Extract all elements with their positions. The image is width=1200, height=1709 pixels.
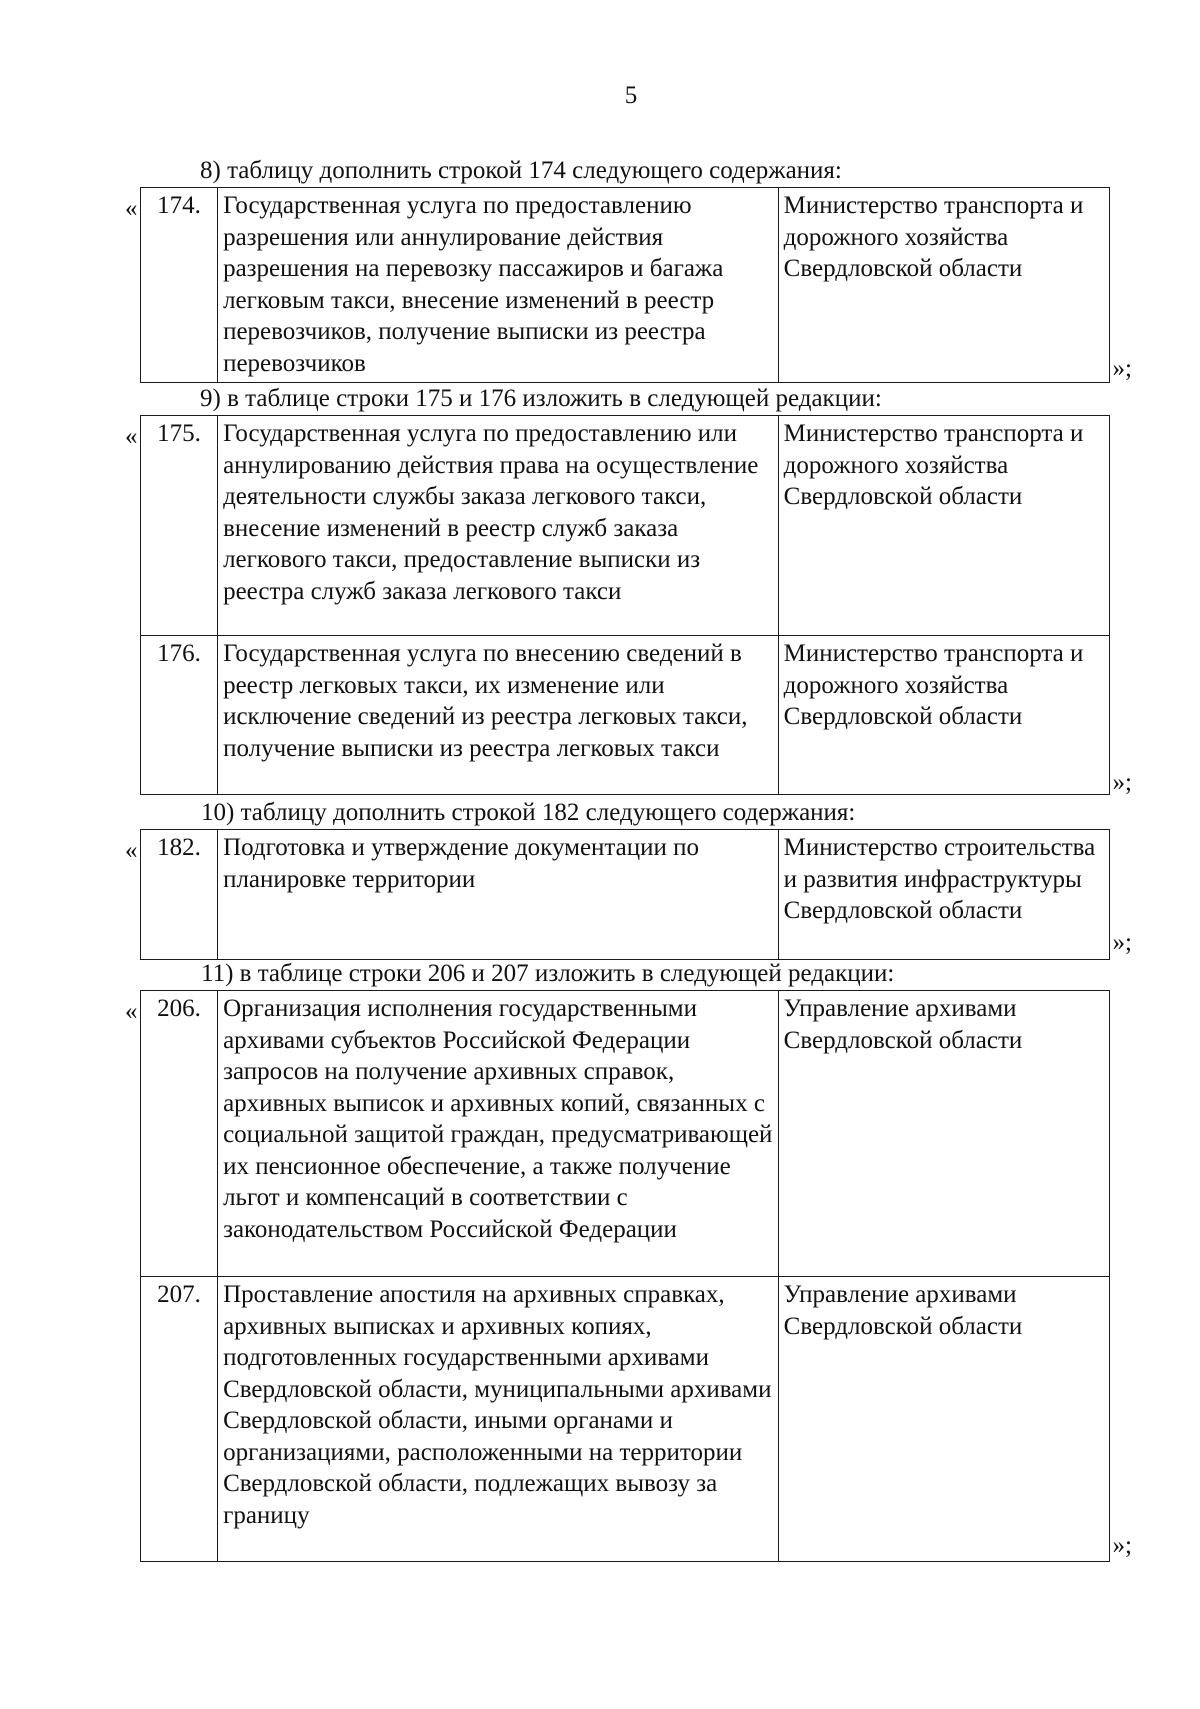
table-row	[141, 416, 1110, 636]
table-row	[141, 991, 1110, 1277]
open-quote: «	[125, 195, 138, 222]
row-number: 174.	[141, 188, 218, 383]
amendment-section-9	[125, 383, 1132, 796]
table-row	[141, 636, 1110, 795]
amendment-section-11	[125, 958, 1132, 1562]
close-quote: »;	[1112, 355, 1132, 382]
authority-cell: Министерство транспорта и дорожного хозяйства Свердловской области	[778, 416, 1109, 636]
amendment-section-8	[125, 155, 1132, 383]
authority-cell: Министерство строительства и развития инфраструктуры Свердловской области	[778, 830, 1109, 960]
authority-cell: Министерство транспорта и дорожного хозяйства Свердловской области	[778, 188, 1109, 383]
authority-cell: Управление архивами Свердловской области	[778, 991, 1109, 1277]
service-cell: Подготовка и утверждение документации по планировке территории	[218, 830, 779, 960]
table-row	[141, 1277, 1110, 1562]
service-cell: Государственная услуга по предоставлению или аннулированию действия права на осуществление деятельности службы заказа легкового такси, внесение изменений в реестр служб заказа легкового такси, предоставление выписки из реестра служб заказа легкового такси	[218, 416, 779, 636]
services-table	[140, 187, 1110, 383]
authority-cell: Управление архивами Свердловской области	[778, 1277, 1109, 1562]
services-table	[140, 990, 1110, 1562]
close-quote: »;	[1112, 929, 1132, 956]
authority-cell: Министерство транспорта и дорожного хозяйства Свердловской области	[778, 636, 1109, 795]
row-number: 176.	[141, 636, 218, 795]
row-number: 175.	[141, 416, 218, 636]
table-row	[141, 830, 1110, 960]
service-cell: Проставление апостиля на архивных справках, архивных выписках и архивных копиях, подготовленных государственными архивами Свердловской области, муниципальными архивами Свердловской области, иными органами и организациями, расположенными на территории Свердловской области, подлежащих вывозу за границу	[218, 1277, 779, 1562]
row-number: 182.	[141, 830, 218, 960]
close-quote: »;	[1112, 769, 1132, 796]
amendment-section-10	[125, 797, 1132, 960]
service-cell: Государственная услуга по предоставлению разрешения или аннулирование действия разрешения на перевозку пассажиров и багажа легковым такси, внесение изменений в реестр перевозчиков, получение выписки из реестра перевозчиков	[218, 188, 779, 383]
service-cell: Государственная услуга по внесению сведений в реестр легковых такси, их изменение или исключение сведений из реестра легковых такси, получение выписки из реестра легковых такси	[218, 636, 779, 795]
open-quote: «	[125, 837, 138, 864]
open-quote: «	[125, 423, 138, 450]
amendment-intro: 9) в таблице строки 175 и 176 изложить в следующей редакции:	[200, 385, 882, 412]
row-number: 207.	[141, 1277, 218, 1562]
service-cell: Организация исполнения государственными архивами субъектов Российской Федерации запросов на получение архивных справок, архивных выписок и архивных копий, связанных с социальной защитой граждан, предусматривающей их пенсионное обеспечение, а также получение льгот и компенсаций в соответствии с законодательством Российской Федерации	[218, 991, 779, 1277]
close-quote: »;	[1112, 1532, 1132, 1559]
amendment-intro: 11) в таблице строки 206 и 207 изложить в следующей редакции:	[201, 960, 895, 987]
amendment-intro: 8) таблицу дополнить строкой 174 следующего содержания:	[200, 157, 842, 184]
services-table	[140, 829, 1110, 960]
amendment-intro: 10) таблицу дополнить строкой 182 следующего содержания:	[201, 799, 856, 826]
open-quote: «	[125, 998, 138, 1025]
services-table	[140, 415, 1110, 795]
page-number: 5	[624, 82, 638, 109]
row-number: 206.	[141, 991, 218, 1277]
table-row	[141, 188, 1110, 383]
